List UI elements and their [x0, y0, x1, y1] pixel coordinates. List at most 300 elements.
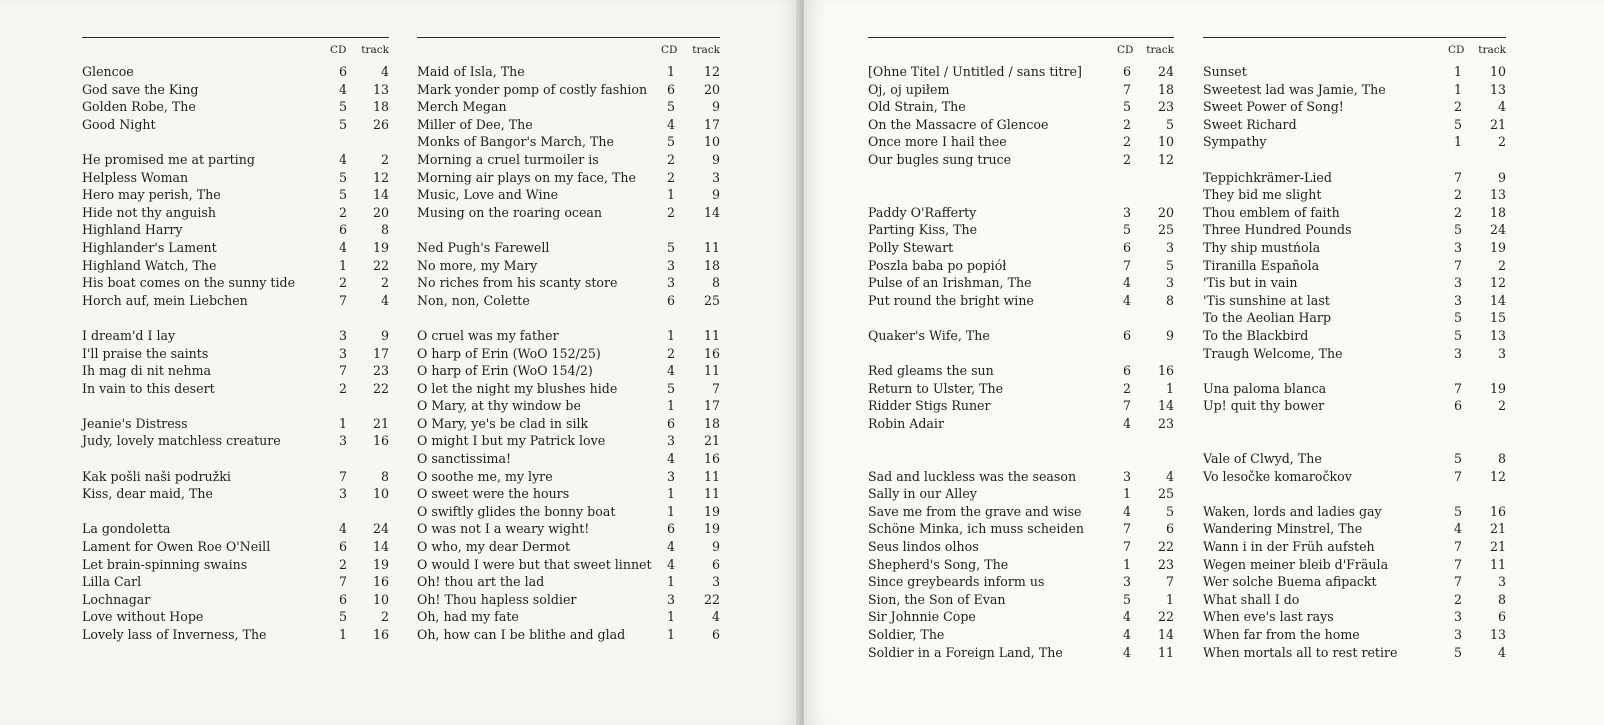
section-spacer [868, 309, 1174, 327]
song-entry [417, 204, 720, 222]
cd-number: 7 [338, 363, 347, 379]
track-number: 4 [711, 609, 720, 625]
section-spacer [1203, 485, 1506, 503]
index-column-3 [868, 37, 1174, 661]
song-title: Wegen meiner bleib d'Fräula [1203, 556, 1389, 572]
track-number: 18 [703, 257, 720, 273]
cd-number: 5 [1122, 222, 1131, 238]
track-number: 20 [703, 81, 720, 97]
cd-number: 7 [1453, 380, 1462, 396]
song-entry [868, 257, 1174, 275]
song-title: La gondoletta [82, 521, 171, 537]
song-entry [868, 397, 1174, 415]
song-entry [417, 626, 720, 644]
section-spacer [82, 309, 389, 327]
track-number: 12 [1157, 151, 1174, 167]
song-title: Seus lindos olhos [868, 539, 979, 555]
song-entry [82, 221, 389, 239]
cd-number: 3 [1122, 574, 1131, 590]
song-entry [82, 538, 389, 556]
song-entry [868, 116, 1174, 134]
cd-number: 7 [1122, 398, 1131, 414]
song-entry [868, 274, 1174, 292]
cd-number: 3 [666, 257, 675, 273]
track-number: 14 [372, 539, 389, 555]
column-header [1203, 38, 1506, 60]
song-entry [417, 292, 720, 310]
track-number: 9 [711, 539, 720, 555]
cd-number: 4 [666, 539, 675, 555]
song-title: Music, Love and Wine [417, 187, 559, 203]
cd-number: 6 [338, 64, 347, 79]
section-spacer [417, 221, 720, 239]
cd-number: 3 [338, 345, 347, 361]
song-entry [1203, 257, 1506, 275]
cd-number: 5 [338, 169, 347, 185]
song-entry [868, 239, 1174, 257]
song-title: Oh, how can I be blithe and glad [417, 627, 626, 642]
cd-number: 2 [666, 345, 675, 361]
song-entry [82, 626, 389, 644]
song-title: I'll praise the saints [82, 345, 209, 361]
song-title: O harp of Erin (WoO 154/2) [417, 363, 593, 379]
cd-number: 1 [666, 503, 675, 519]
track-number: 19 [372, 239, 389, 255]
song-title: Polly Stewart [868, 239, 954, 255]
song-title: O would I were but that sweet linnet [417, 556, 652, 572]
song-entry [868, 538, 1174, 556]
track-number: 11 [703, 486, 720, 502]
song-title: To the Aeolian Harp [1203, 310, 1332, 326]
track-number: 7 [711, 380, 720, 396]
song-entry [82, 468, 389, 486]
cd-number: 6 [666, 292, 675, 308]
track-number: 13 [1489, 81, 1506, 97]
song-entry [417, 63, 720, 81]
track-number: 13 [372, 81, 389, 97]
track-number: 8 [1165, 292, 1174, 308]
track-number: 9 [380, 327, 389, 343]
track-number: 1 [1165, 380, 1174, 396]
track-number: 18 [372, 99, 389, 115]
song-entry [82, 169, 389, 187]
song-title: Sad and luckless was the season [868, 468, 1077, 484]
track-number: 19 [1489, 239, 1506, 255]
cd-number: 2 [1122, 134, 1131, 150]
song-entry [1203, 98, 1506, 116]
song-entry [868, 204, 1174, 222]
track-number: 8 [380, 468, 389, 484]
song-title: No more, my Mary [417, 257, 538, 273]
track-number: 16 [1489, 503, 1506, 519]
index-column-1 [82, 37, 389, 644]
cd-number: 3 [1122, 468, 1131, 484]
song-title: O sweet were the hours [417, 486, 570, 502]
track-number: 16 [372, 574, 389, 590]
song-entry [1203, 274, 1506, 292]
cd-number: 5 [338, 116, 347, 132]
cd-number: 3 [666, 468, 675, 484]
song-entry [868, 591, 1174, 609]
song-title: 'Tis but in vain [1203, 275, 1298, 291]
song-list [1203, 63, 1506, 661]
cd-number: 3 [666, 275, 675, 291]
cd-header: CD [661, 44, 678, 56]
song-title: Hide not thy anguish [82, 204, 216, 220]
song-entry [82, 415, 389, 433]
section-spacer [868, 432, 1174, 450]
song-entry [868, 468, 1174, 486]
song-entry [82, 591, 389, 609]
cd-number: 3 [338, 433, 347, 449]
cd-number: 7 [1122, 521, 1131, 537]
song-title: Una paloma blanca [1203, 380, 1327, 396]
cd-number: 4 [1122, 627, 1131, 642]
track-number: 11 [703, 468, 720, 484]
track-number: 25 [1157, 222, 1174, 238]
track-number: 3 [1165, 239, 1174, 255]
song-entry [417, 98, 720, 116]
song-title: Schöne Minka, ich muss scheiden [868, 521, 1085, 537]
cd-number: 4 [338, 151, 347, 167]
track-number: 4 [1497, 99, 1506, 115]
cd-number: 2 [338, 204, 347, 220]
track-number: 22 [1157, 609, 1174, 625]
song-title: O cruel was my father [417, 327, 559, 343]
cd-number: 2 [1453, 187, 1462, 203]
song-title: O Mary, at thy window be [417, 398, 581, 414]
song-entry [1203, 380, 1506, 398]
track-number: 10 [1157, 134, 1174, 150]
track-number: 8 [1497, 451, 1506, 467]
track-number: 10 [703, 134, 720, 150]
song-title: To the Blackbird [1203, 327, 1309, 343]
track-number: 24 [372, 521, 389, 537]
song-entry [868, 520, 1174, 538]
track-number: 12 [1489, 275, 1506, 291]
song-title: Up! quit thy bower [1203, 398, 1325, 414]
song-entry [1203, 116, 1506, 134]
track-number: 8 [711, 275, 720, 291]
song-title: Sweetest lad was Jamie, The [1203, 81, 1386, 97]
song-entry [1203, 626, 1506, 644]
song-title: His boat comes on the sunny tide [82, 275, 296, 291]
track-number: 23 [372, 363, 389, 379]
track-number: 4 [1165, 468, 1174, 484]
track-number: 8 [1497, 591, 1506, 607]
song-entry [1203, 133, 1506, 151]
track-number: 21 [1489, 116, 1506, 132]
song-title: When mortals all to rest retire [1203, 644, 1398, 660]
song-entry [82, 63, 389, 81]
song-entry [868, 133, 1174, 151]
song-entry [417, 556, 720, 574]
track-number: 9 [711, 187, 720, 203]
song-entry [1203, 468, 1506, 486]
cd-number: 3 [338, 327, 347, 343]
song-title: Tiranilla Española [1203, 257, 1320, 273]
song-title: Glencoe [82, 64, 134, 79]
cd-header: CD [330, 44, 347, 56]
track-number: 3 [711, 169, 720, 185]
cd-number: 1 [666, 609, 675, 625]
track-number: 12 [372, 169, 389, 185]
track-number: 2 [380, 275, 389, 291]
cd-number: 6 [666, 521, 675, 537]
song-title: O swiftly glides the bonny boat [417, 503, 616, 519]
track-number: 17 [372, 345, 389, 361]
track-number: 16 [372, 433, 389, 449]
cd-number: 3 [1453, 345, 1462, 361]
track-number: 24 [1157, 64, 1174, 79]
cd-number: 3 [666, 433, 675, 449]
track-number: 16 [372, 627, 389, 642]
song-entry [1203, 169, 1506, 187]
cd-number: 6 [338, 591, 347, 607]
song-title: Sweet Richard [1203, 116, 1297, 132]
song-entry [417, 274, 720, 292]
song-entry [417, 380, 720, 398]
song-title: Put round the bright wine [868, 292, 1034, 308]
song-entry [868, 573, 1174, 591]
cd-number: 5 [1453, 503, 1462, 519]
cd-number: 7 [338, 468, 347, 484]
cd-number: 7 [1453, 574, 1462, 590]
song-title: Non, non, Colette [417, 292, 530, 308]
song-title: Oh, had my fate [417, 609, 519, 625]
cd-number: 7 [1453, 257, 1462, 273]
cd-number: 1 [666, 327, 675, 343]
track-number: 3 [1497, 574, 1506, 590]
cd-number: 5 [666, 239, 675, 255]
cd-number: 3 [1453, 275, 1462, 291]
song-entry [417, 345, 720, 363]
song-entry [417, 538, 720, 556]
song-list [868, 63, 1174, 661]
cd-number: 5 [1122, 99, 1131, 115]
section-spacer [82, 133, 389, 151]
column-header [82, 38, 389, 60]
cd-number: 7 [1453, 468, 1462, 484]
cd-number: 4 [1122, 275, 1131, 291]
song-title: Highland Harry [82, 222, 183, 238]
track-number: 6 [711, 556, 720, 572]
song-title: I dream'd I lay [82, 327, 176, 343]
song-title: Maid of Isla, The [417, 64, 525, 79]
song-entry [417, 415, 720, 433]
track-number: 10 [372, 486, 389, 502]
song-title: Good Night [82, 116, 156, 132]
song-entry [82, 204, 389, 222]
song-entry [417, 239, 720, 257]
song-entry [82, 239, 389, 257]
cd-number: 7 [1453, 539, 1462, 555]
song-entry [417, 133, 720, 151]
track-number: 23 [1157, 556, 1174, 572]
song-title: Our bugles sung truce [868, 151, 1012, 167]
cd-number: 2 [1122, 380, 1131, 396]
song-entry [82, 274, 389, 292]
song-entry [1203, 204, 1506, 222]
song-title: What shall I do [1203, 591, 1300, 607]
song-entry [82, 380, 389, 398]
song-title: Three Hundred Pounds [1203, 222, 1352, 238]
cd-number: 4 [666, 556, 675, 572]
song-entry [868, 556, 1174, 574]
song-title: Ned Pugh's Farewell [417, 239, 550, 255]
song-entry [1203, 644, 1506, 662]
track-number: 4 [1497, 644, 1506, 660]
song-title: O was not I a weary wight! [417, 521, 590, 537]
section-spacer [1203, 362, 1506, 380]
cd-number: 5 [1453, 451, 1462, 467]
track-number: 18 [703, 415, 720, 431]
song-entry [1203, 503, 1506, 521]
cd-number: 2 [1453, 204, 1462, 220]
song-entry [82, 186, 389, 204]
song-title: Parting Kiss, The [868, 222, 978, 238]
song-entry [417, 503, 720, 521]
section-spacer [82, 450, 389, 468]
cd-number: 7 [338, 574, 347, 590]
track-number: 17 [703, 116, 720, 132]
section-spacer [82, 397, 389, 415]
track-number: 19 [372, 556, 389, 572]
track-number: 9 [711, 151, 720, 167]
track-number: 20 [372, 204, 389, 220]
track-number: 10 [372, 591, 389, 607]
cd-number: 6 [338, 539, 347, 555]
cd-number: 4 [666, 363, 675, 379]
song-title: Vo lesočke komaročkov [1203, 468, 1352, 484]
song-entry [1203, 538, 1506, 556]
track-number: 9 [711, 99, 720, 115]
track-number: 3 [1497, 345, 1506, 361]
song-entry [82, 556, 389, 574]
track-number: 21 [372, 415, 389, 431]
cd-number: 5 [1453, 644, 1462, 660]
song-title: On the Massacre of Glencoe [868, 116, 1049, 132]
song-title: Sweet Power of Song! [1203, 99, 1344, 115]
cd-number: 4 [338, 81, 347, 97]
cd-number: 2 [1453, 591, 1462, 607]
cd-number: 4 [1453, 521, 1462, 537]
song-entry [1203, 520, 1506, 538]
track-number: 2 [1497, 257, 1506, 273]
song-entry [82, 327, 389, 345]
cd-number: 5 [1453, 310, 1462, 326]
song-entry [1203, 186, 1506, 204]
cd-number: 4 [338, 239, 347, 255]
song-title: Sunset [1203, 64, 1247, 79]
cd-number: 5 [666, 134, 675, 150]
song-title: Save me from the grave and wise [868, 503, 1082, 519]
cd-number: 1 [1453, 81, 1462, 97]
song-entry [417, 362, 720, 380]
track-number: 13 [1489, 187, 1506, 203]
cd-number: 5 [338, 99, 347, 115]
cd-number: 6 [1122, 64, 1131, 79]
track-number: 5 [1165, 257, 1174, 273]
track-number: 21 [703, 433, 720, 449]
song-title: Teppichkrämer-Lied [1203, 169, 1332, 185]
cd-number: 4 [338, 521, 347, 537]
cd-number: 4 [1122, 644, 1131, 660]
cd-number: 1 [1453, 64, 1462, 79]
cd-number: 6 [1122, 327, 1131, 343]
track-number: 5 [1165, 116, 1174, 132]
track-number: 14 [372, 187, 389, 203]
cd-number: 1 [666, 398, 675, 414]
track-number: 12 [703, 64, 720, 79]
song-entry [82, 520, 389, 538]
track-number: 11 [1157, 644, 1174, 660]
track-number: 14 [703, 204, 720, 220]
cd-number: 6 [666, 81, 675, 97]
track-number: 11 [1489, 556, 1506, 572]
song-entry [82, 432, 389, 450]
song-title: Mark yonder pomp of costly fashion [417, 81, 648, 97]
song-title: Vale of Clwyd, The [1203, 451, 1322, 467]
song-entry [868, 221, 1174, 239]
song-entry [868, 608, 1174, 626]
track-number: 11 [703, 327, 720, 343]
cd-number: 2 [666, 169, 675, 185]
track-number: 10 [1489, 64, 1506, 79]
song-entry [82, 573, 389, 591]
song-entry [1203, 591, 1506, 609]
song-entry [868, 644, 1174, 662]
song-title: Oj, oj upiłem [868, 81, 950, 97]
song-title: Lochnagar [82, 591, 151, 607]
song-title: Traugh Welcome, The [1203, 345, 1343, 361]
song-title: Let brain-spinning swains [82, 556, 248, 572]
column-header [868, 38, 1174, 60]
track-number: 15 [1489, 310, 1506, 326]
track-number: 7 [1165, 574, 1174, 590]
song-title: Paddy O'Rafferty [868, 204, 977, 220]
song-title: Kiss, dear maid, The [82, 486, 213, 502]
song-title: Robin Adair [868, 415, 944, 431]
track-number: 22 [1157, 539, 1174, 555]
track-number: 9 [1165, 327, 1174, 343]
cd-number: 7 [338, 292, 347, 308]
cd-number: 3 [1453, 292, 1462, 308]
track-number: 12 [1489, 468, 1506, 484]
track-number: 9 [1497, 169, 1506, 185]
song-title: O harp of Erin (WoO 152/25) [417, 345, 601, 361]
track-number: 25 [1157, 486, 1174, 502]
song-title: Highlander's Lament [82, 239, 217, 255]
index-column-2 [417, 37, 720, 644]
track-header: track [361, 44, 389, 56]
cd-number: 2 [666, 204, 675, 220]
track-number: 2 [1497, 134, 1506, 150]
song-entry [1203, 345, 1506, 363]
song-entry [417, 257, 720, 275]
cd-number: 7 [1453, 556, 1462, 572]
track-number: 21 [1489, 539, 1506, 555]
track-number: 3 [1165, 275, 1174, 291]
track-header: track [692, 44, 720, 56]
section-spacer [868, 450, 1174, 468]
track-number: 11 [703, 363, 720, 379]
cd-number: 5 [338, 609, 347, 625]
cd-number: 1 [1122, 556, 1131, 572]
song-title: Wann i in der Früh aufsteh [1203, 539, 1375, 555]
song-title: Sympathy [1203, 134, 1267, 150]
song-title: Highland Watch, The [82, 257, 217, 273]
